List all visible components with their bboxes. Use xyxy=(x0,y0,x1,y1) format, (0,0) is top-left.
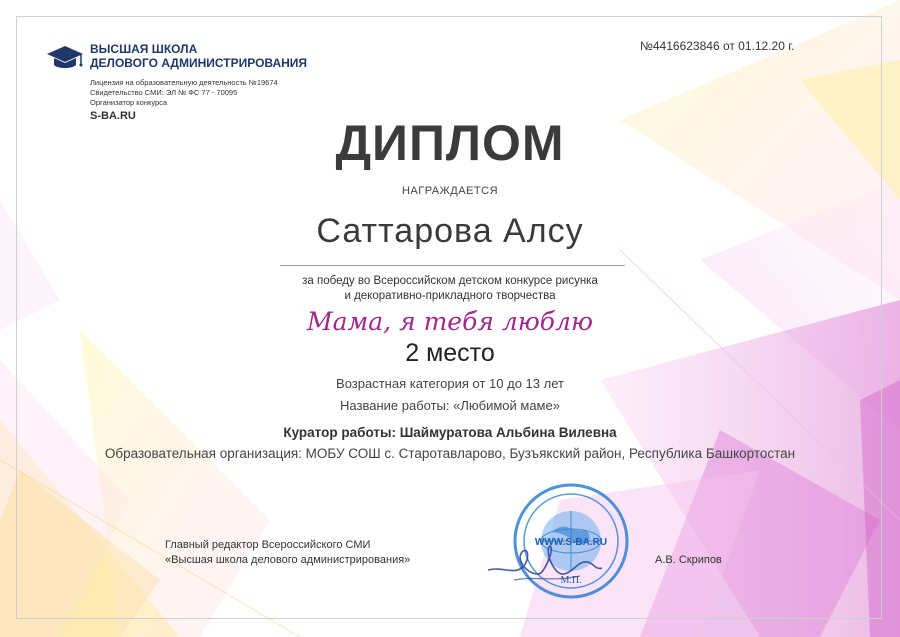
recipient-name: Саттарова Алсу xyxy=(316,212,584,250)
award-place: 2 место xyxy=(405,339,495,367)
award-reason-line1: за победу во Всероссийском детском конкурсе рисунка xyxy=(302,275,598,287)
document-number: №4416623846 от 01.12.20 г. xyxy=(640,39,795,53)
signer-name: А.В. Скрипов xyxy=(655,554,722,566)
editor-signature-caption xyxy=(165,538,410,568)
organization: Образовательная организация: МОБУ СОШ с. Старотавларово, Бузъякский район, Республика Башкортостан xyxy=(104,446,796,461)
issuer-name-line2: ДЕЛОВОГО АДМИНИСТРИРОВАНИЯ xyxy=(90,56,308,70)
awarded-label: НАГРАЖДАЕТСЯ xyxy=(401,185,499,197)
issuer-name-line1: ВЫСШАЯ ШКОЛА xyxy=(90,42,198,56)
age-category: Возрастная категория от 10 до 13 лет xyxy=(336,376,564,391)
certificate-title: ДИПЛОМ xyxy=(335,115,565,171)
handwritten-signature xyxy=(484,536,604,596)
work-title: Название работы: «Любимой маме» xyxy=(340,398,560,413)
editor-line2: «Высшая школа делового администрирования» xyxy=(165,554,411,566)
award-reason-line2: и декоративно-прикладного творчества xyxy=(344,290,556,302)
issuer-media-certificate: Свидетельство СМИ: ЭЛ № ФС 77 - 70095 xyxy=(90,88,238,97)
stamp-text: WWW.S-BA.RU xyxy=(534,537,608,548)
stamp-initials: М.П. xyxy=(560,575,582,586)
contest-name: Мама, я тебя люблю xyxy=(307,307,593,336)
editor-line1: Главный редактор Всероссийского СМИ xyxy=(165,539,371,551)
issuer-license: Лицензия на образовательную деятельность №19674 xyxy=(90,78,278,87)
issuer-role: Организатор конкурса xyxy=(90,98,168,107)
issuer-meta xyxy=(90,78,278,108)
curator: Куратор работы: Шаймуратова Альбина Вилевна xyxy=(283,425,617,440)
issuer-name xyxy=(90,42,307,70)
issuer-website: S-BA.RU xyxy=(90,110,136,122)
award-reason xyxy=(0,274,900,304)
graduation-cap-icon xyxy=(46,44,84,72)
recipient-underline xyxy=(280,265,625,266)
